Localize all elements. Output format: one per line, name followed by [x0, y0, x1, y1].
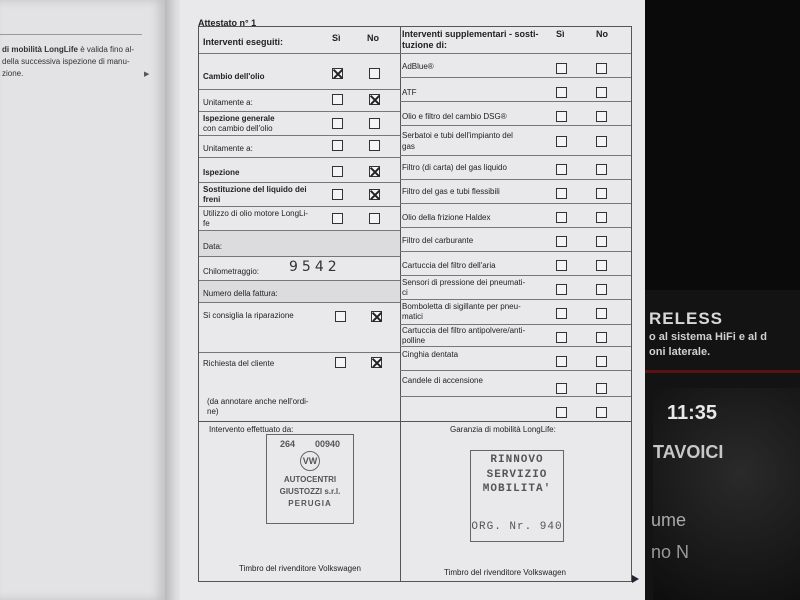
row-cinghia — [400, 346, 631, 371]
checkbox-no[interactable] — [596, 332, 607, 343]
row-label: Sensori di pressione dei pneumati- — [402, 278, 526, 287]
checkbox-si[interactable] — [556, 356, 567, 367]
dealer-stamp-line3: PERUGIA — [288, 499, 332, 508]
row-label: Candele di accensione — [402, 376, 483, 385]
row-label: Filtro del gas e tubi flessibili — [402, 187, 500, 196]
checkbox-si[interactable] — [335, 311, 346, 322]
dealer-stamp-line1: AUTOCENTRI — [283, 475, 337, 484]
stamp-code-right: 00940 — [315, 439, 341, 449]
background-time: 11:35 — [667, 402, 718, 424]
mobility-box-footer: Timbro del rivenditore Volkswagen — [444, 568, 566, 577]
right-column — [400, 27, 631, 421]
row-unitamente-2 — [199, 135, 400, 158]
row-label: Serbatoi e tubi dell'impianto del — [402, 131, 513, 140]
checkbox-no[interactable] — [369, 213, 380, 224]
left-page-arrow-icon: ▶ — [144, 71, 150, 78]
checkbox-si[interactable] — [332, 94, 343, 105]
row-unitamente-1 — [199, 89, 400, 112]
checkbox-si[interactable] — [556, 308, 567, 319]
checkbox-no[interactable] — [596, 212, 607, 223]
row-filtro-gas-tubi — [400, 179, 631, 204]
checkbox-no[interactable] — [371, 357, 382, 368]
checkbox-no[interactable] — [371, 311, 382, 322]
stamp-code-left: 264 — [279, 439, 295, 449]
dealer-stamp-code — [267, 439, 353, 449]
dealer-stamp — [266, 434, 354, 524]
dealer-box-title: Intervento effettuato da: — [209, 425, 294, 434]
row-label: Cambio dell'olio — [203, 72, 265, 81]
row-adblue — [400, 53, 631, 78]
background-text-b: ume — [651, 510, 687, 530]
row-label: Olio della frizione Haldex — [402, 213, 491, 222]
right-column-header: Interventi supplementari - sosti- — [402, 29, 539, 39]
row-numero-fattura — [199, 280, 400, 303]
checkbox-si[interactable] — [556, 260, 567, 271]
row-sublabel: freni — [203, 195, 221, 204]
service-form — [198, 26, 632, 582]
row-label: Ispezione generale — [203, 114, 275, 123]
row-sublabel: polline — [402, 336, 426, 345]
right-yes-header: Sì — [556, 29, 565, 39]
checkbox-si[interactable] — [332, 140, 343, 151]
checkbox-si[interactable] — [556, 63, 567, 74]
background-divider — [645, 370, 800, 373]
left-no-header: No — [367, 33, 379, 43]
row-label: Unitamente a: — [203, 144, 253, 153]
mobility-stamp — [470, 450, 564, 542]
next-page-arrow-icon — [632, 575, 639, 583]
checkbox-si[interactable] — [332, 213, 343, 224]
checkbox-no[interactable] — [596, 260, 607, 271]
background-text-c: no N — [651, 542, 690, 562]
checkbox-no[interactable] — [596, 284, 607, 295]
checkbox-si[interactable] — [556, 111, 567, 122]
left-page-text — [2, 44, 142, 80]
checkbox-no[interactable] — [596, 87, 607, 98]
row-filtro-gas-liquido — [400, 155, 631, 180]
checkbox-no[interactable] — [369, 140, 380, 151]
row-label: Numero della fattura: — [203, 289, 278, 298]
mobility-stamp-line1: RINNOVO — [490, 454, 544, 466]
customer-note-2: ne) — [207, 407, 219, 416]
checkbox-si[interactable] — [556, 164, 567, 175]
vw-logo-icon: VW — [300, 451, 320, 471]
row-label: Chilometraggio: — [203, 267, 260, 276]
left-yes-header: Sì — [332, 33, 341, 43]
background-text-a: TAVOICI — [653, 442, 724, 462]
row-ispezione-generale — [199, 111, 400, 136]
row-atf — [400, 77, 631, 102]
row-filtro-aria — [400, 251, 631, 276]
row-label: Bomboletta di sigillante per pneu- — [402, 302, 521, 311]
row-chilometraggio — [199, 256, 400, 281]
row-label: Si consiglia la riparazione — [203, 311, 294, 320]
left-page-text-2: della successiva ispezione di manu- — [2, 57, 130, 66]
left-page-text-3: zione. — [2, 69, 24, 78]
checkbox-no[interactable] — [596, 63, 607, 74]
row-sublabel: fe — [203, 219, 210, 228]
row-label: Utilizzo di olio motore LongLi- — [203, 209, 308, 218]
row-label: Sostituzione del liquido dei — [203, 185, 307, 194]
row-liquido-freni — [199, 182, 400, 207]
left-page — [0, 0, 165, 600]
checkbox-no[interactable] — [369, 189, 380, 200]
row-sublabel: ci — [402, 288, 408, 297]
background-line2: oni laterale. — [649, 346, 711, 358]
mobility-box-title: Garanzia di mobilità LongLife: — [450, 425, 556, 434]
row-antipolline — [400, 324, 631, 347]
row-cambio-olio — [199, 53, 400, 90]
row-label: Olio e filtro del cambio DSG® — [402, 112, 507, 121]
form-title: Attestato n° 1 — [198, 18, 257, 28]
row-sensori-pneumatici — [400, 275, 631, 300]
checkbox-si[interactable] — [556, 407, 567, 418]
row-haldex — [400, 203, 631, 228]
row-sublabel: matici — [402, 312, 423, 321]
checkbox-si[interactable] — [332, 68, 343, 79]
row-candele — [400, 370, 631, 397]
row-label: Filtro del carburante — [402, 236, 474, 245]
left-column — [199, 27, 401, 421]
left-page-bold-text: di mobilità LongLife — [2, 45, 78, 54]
mobility-stamp-box — [400, 422, 631, 582]
checkbox-si[interactable] — [556, 188, 567, 199]
checkbox-no[interactable] — [369, 94, 380, 105]
row-label: Richiesta del cliente — [203, 359, 275, 368]
checkbox-no[interactable] — [596, 407, 607, 418]
row-blank — [400, 396, 631, 422]
row-serbatoi-gas — [400, 125, 631, 156]
checkbox-si[interactable] — [332, 189, 343, 200]
row-dsg — [400, 101, 631, 126]
checkbox-si[interactable] — [556, 136, 567, 147]
checkbox-si[interactable] — [556, 236, 567, 247]
checkbox-no[interactable] — [369, 118, 380, 129]
mobility-stamp-line3: MOBILITA' — [482, 483, 552, 495]
row-ispezione — [199, 157, 400, 183]
row-olio-longlife — [199, 206, 400, 231]
row-richiesta-cliente — [199, 352, 400, 422]
mileage-value[interactable]: 9542 — [289, 259, 341, 275]
checkbox-no[interactable] — [596, 383, 607, 394]
checkbox-si[interactable] — [332, 118, 343, 129]
checkbox-no[interactable] — [596, 356, 607, 367]
row-sublabel: con cambio dell'olio — [203, 124, 273, 133]
row-riparazione — [199, 302, 400, 353]
row-label: Data: — [203, 242, 223, 251]
checkbox-no[interactable] — [596, 236, 607, 247]
checkbox-si[interactable] — [332, 166, 343, 177]
row-label: Unitamente a: — [203, 98, 253, 107]
row-label: Cartuccia del filtro dell'aria — [402, 261, 496, 270]
customer-note: (da annotare anche nell'ordi- — [207, 397, 309, 406]
left-page-text-1: è valida fino al- — [78, 45, 135, 54]
left-column-header: Interventi eseguiti: — [203, 37, 284, 47]
mobility-stamp-line2: SERVIZIO — [486, 469, 548, 481]
row-label: ATF — [402, 88, 417, 97]
checkbox-no[interactable] — [596, 111, 607, 122]
checkbox-si[interactable] — [556, 332, 567, 343]
right-no-header: No — [596, 29, 608, 39]
row-filtro-carburante — [400, 227, 631, 252]
checkbox-no[interactable] — [596, 136, 607, 147]
dealer-stamp-box — [199, 422, 401, 582]
form-page — [180, 0, 645, 600]
checkbox-no[interactable] — [596, 164, 607, 175]
row-data — [199, 230, 400, 257]
row-label: Ispezione — [203, 168, 240, 177]
checkbox-si[interactable] — [556, 212, 567, 223]
row-label: Filtro (di carta) del gas liquido — [402, 163, 507, 172]
row-label: AdBlue® — [402, 62, 434, 71]
background-line1: o al sistema HiFi e al d — [649, 331, 767, 343]
checkbox-no[interactable] — [596, 308, 607, 319]
checkbox-si[interactable] — [556, 383, 567, 394]
row-bomboletta — [400, 299, 631, 325]
mobility-stamp-line4: ORG. Nr. 940 — [471, 521, 563, 533]
checkbox-si[interactable] — [335, 357, 346, 368]
checkbox-no[interactable] — [369, 68, 380, 79]
row-sublabel: gas — [402, 142, 415, 151]
stamp-section — [199, 421, 631, 582]
dealer-box-footer: Timbro del rivenditore Volkswagen — [239, 564, 361, 573]
left-page-divider — [0, 34, 142, 35]
background-title: RELESS — [649, 309, 724, 328]
checkbox-si[interactable] — [556, 284, 567, 295]
checkbox-si[interactable] — [556, 87, 567, 98]
row-label: Cartuccia del filtro antipolvere/anti- — [402, 326, 526, 335]
background-manual — [645, 0, 800, 600]
checkbox-no[interactable] — [369, 166, 380, 177]
dealer-stamp-line2: GIUSTOZZI s.r.l. — [279, 487, 341, 496]
row-label: Cinghia dentata — [402, 350, 459, 359]
checkbox-no[interactable] — [596, 188, 607, 199]
right-column-header-2: tuzione di: — [402, 40, 447, 50]
